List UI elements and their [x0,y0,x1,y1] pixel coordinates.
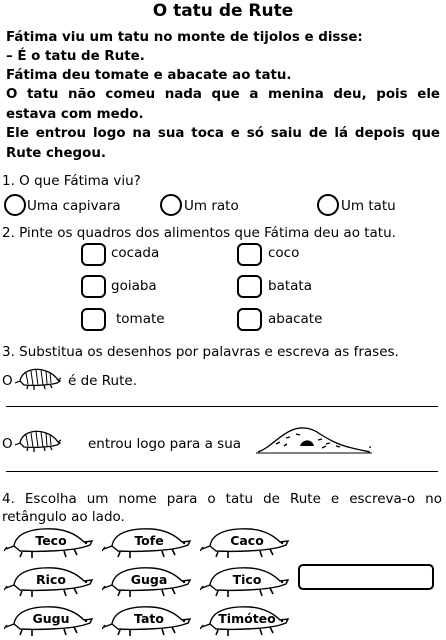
food-checkbox[interactable] [81,275,106,298]
armadillo-name-option[interactable] [4,565,96,599]
option-label: Um tatu [341,198,396,214]
armadillo-name-label: Rico [36,572,66,587]
question-3: 3. Substitua os desenhos por palavras e escreva as frases. [2,344,399,360]
sentence-2-end: . [368,436,373,452]
food-label: goiaba [111,278,157,294]
burrow-icon [256,422,372,456]
food-label: abacate [268,311,323,327]
page-title: O tatu de Rute [152,1,294,21]
armadillo-name-option[interactable] [102,526,194,560]
armadillo-name-label: Timóteo [218,611,276,626]
food-checkbox[interactable] [237,243,262,266]
armadillo-icon [14,365,62,391]
armadillo-name-label: Teco [35,533,67,548]
option-label: Uma capivara [27,198,121,214]
answer-circle[interactable] [160,194,182,216]
armadillo-name-option[interactable] [102,604,194,638]
story-line: Ele entrou logo na sua toca e só saiu de lá depois que Rute chegou. [6,126,440,161]
armadillo-name-label: Gugu [32,611,70,626]
sentence-1-start: O [2,373,13,389]
armadillo-name-option[interactable] [4,526,96,560]
armadillo-name-option[interactable] [200,565,292,599]
armadillo-name-option[interactable] [102,565,194,599]
food-label: cocada [111,245,160,261]
story-line: Fátima viu um tatu no monte de tijolos e disse: [6,30,363,45]
food-checkbox[interactable] [237,308,262,331]
armadillo-icon [14,427,62,453]
armadillo-name-label: Tico [232,572,262,587]
food-checkbox[interactable] [81,308,106,331]
armadillo-name-option[interactable] [200,604,292,638]
food-label: coco [268,245,300,261]
answer-rectangle[interactable] [298,564,434,590]
sentence-2-start: O [2,436,13,452]
food-checkbox[interactable] [237,275,262,298]
question-2: 2. Pinte os quadros dos alimentos que Fátima deu ao tatu. [2,225,396,241]
story-line: – É o tatu de Rute. [6,49,145,64]
armadillo-name-label: Caco [230,533,264,548]
armadillo-name-option[interactable] [200,526,292,560]
armadillo-name-label: Tato [134,611,164,626]
food-checkbox[interactable] [81,243,106,266]
sentence-2-mid: entrou logo para a sua [88,436,242,452]
answer-circle[interactable] [4,194,26,216]
option-label: Um rato [184,198,239,214]
food-label: batata [268,278,312,294]
story-line: O tatu não comeu nada que a menina deu, pois ele estava com medo. [6,87,440,122]
armadillo-name-label: Tofe [134,533,164,548]
food-label: tomate [116,311,165,327]
question-1: 1. O que Fátima viu? [2,173,141,189]
armadillo-name-label: Guga [130,572,168,587]
armadillo-name-option[interactable] [4,604,96,638]
answer-circle[interactable] [317,194,339,216]
story-line: Fátima deu tomate e abacate ao tatu. [6,68,292,83]
answer-line[interactable] [6,406,438,407]
question-4: 4. Escolha um nome para o tatu de Rute e escreva-o no retângulo ao lado. [2,491,442,525]
answer-line[interactable] [6,471,438,472]
sentence-1-end: é de Rute. [68,373,137,389]
